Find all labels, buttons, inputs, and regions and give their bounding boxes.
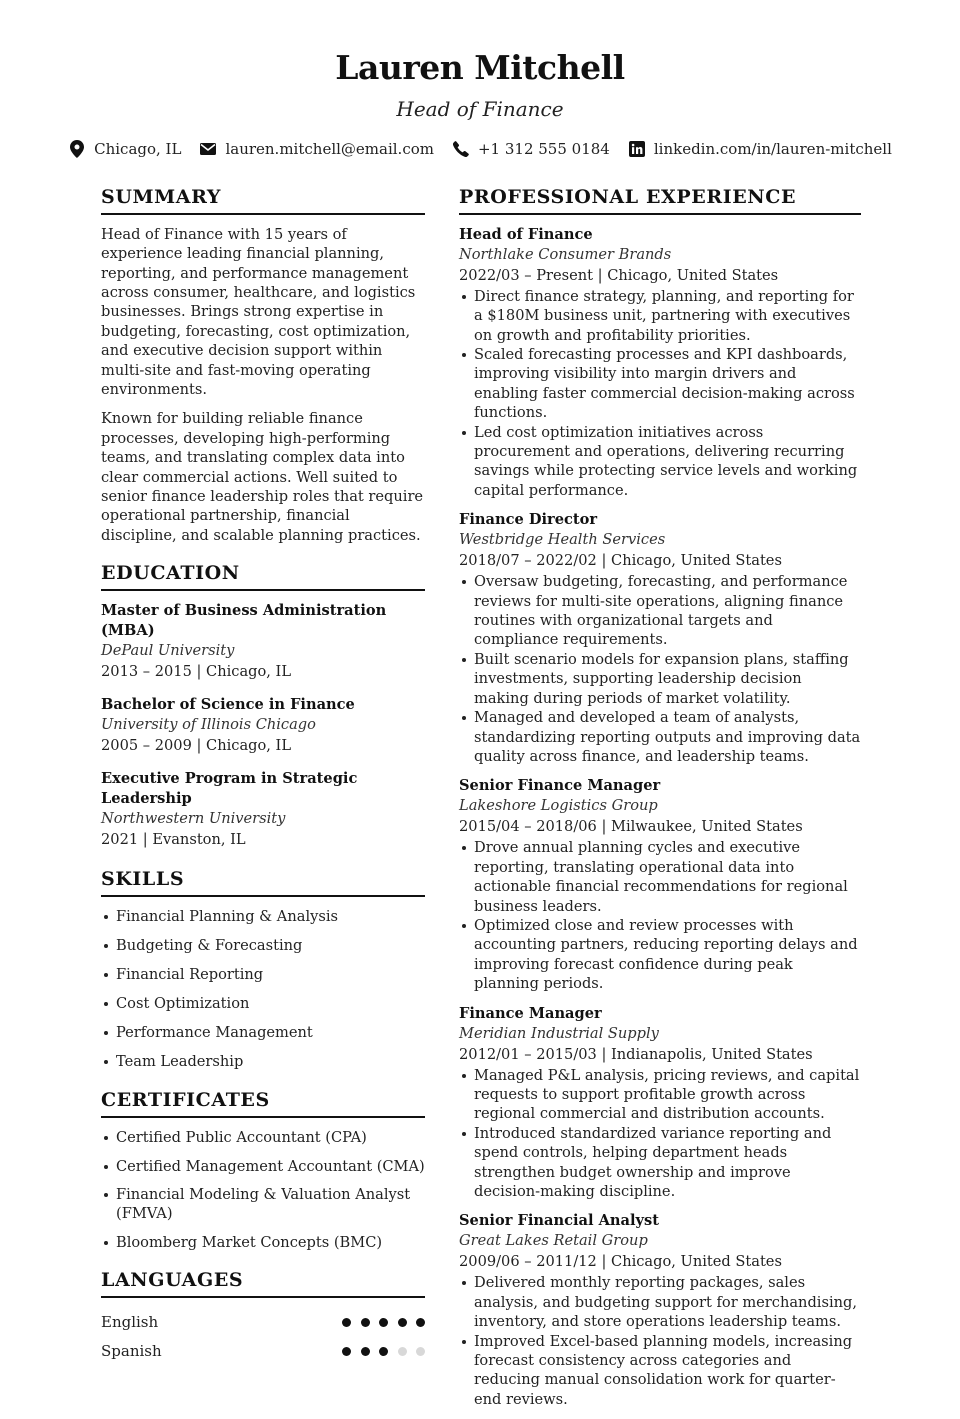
job-role: Finance Manager (459, 1004, 602, 1022)
rating-dot-filled (342, 1318, 351, 1327)
job-bullets (459, 287, 861, 500)
certificates-section (101, 1089, 425, 1252)
job-bullet: Drove annual planning cycles and executive reporting, translating operational data into actionable financial recommendations for regional business leaders. (459, 838, 861, 916)
language-name: English (101, 1313, 159, 1332)
language-name: Spanish (101, 1342, 162, 1361)
linkedin-icon (628, 140, 646, 158)
job-bullet: Built scenario models for expansion plans, staffing investments, supporting leadership decision making during periods of market volatility. (459, 650, 861, 708)
job-dates: 2022/03 – Present | Chicago, United States (459, 266, 779, 284)
job-entry (459, 510, 861, 766)
job-bullet: Optimized close and review processes with accounting partners, reducing reporting delays and improving forecast confidence during peak planning periods. (459, 916, 861, 994)
job-entry (459, 776, 861, 993)
job-company: Meridian Industrial Supply (459, 1024, 659, 1042)
language-row (101, 1337, 425, 1366)
job-dates: 2015/04 – 2018/06 | Milwaukee, United States (459, 818, 803, 836)
job-bullet: Managed P&L analysis, pricing reviews, and capital requests to support profitable growth across regional commercial and distribution accounts. (459, 1066, 861, 1124)
candidate-name: Lauren Mitchell (335, 48, 625, 87)
job-entry (459, 1211, 861, 1409)
job-bullet: Managed and developed a team of analysts, standardizing reporting outputs and improving data quality across finance, and leadership teams. (459, 708, 861, 766)
job-bullet: Improved Excel-based planning models, increasing forecast consistency across categories and reducing manual consolidation work for quarter-end reviews. (459, 1332, 861, 1410)
experience-list (459, 225, 861, 1409)
candidate-title: Head of Finance (396, 97, 564, 121)
skill-item: Performance Management (101, 1023, 425, 1042)
linkedin-link[interactable]: linkedin.com/in/lauren-mitchell (653, 140, 892, 158)
skills-list (101, 907, 425, 1071)
summary-section (101, 186, 425, 545)
rating-dot-filled (361, 1347, 370, 1356)
summary-paragraph: Head of Finance with 15 years of experience leading financial planning, reporting, and performance management across consumer, healthcare, and logistics businesses. Brings strong expertise in budgeting, forecasting, cost optimization, and executive decision support within multi-site and fast-moving operating environments. (101, 225, 416, 399)
language-level-rating (333, 1318, 426, 1327)
certificate-item: Certified Public Accountant (CPA) (101, 1128, 425, 1147)
contact-bar (0, 140, 960, 158)
degree: Bachelor of Science in Finance (101, 696, 355, 714)
phone-text[interactable]: +1 312 555 0184 (477, 140, 610, 158)
summary-heading: SUMMARY (101, 186, 425, 215)
skill-item: Cost Optimization (101, 994, 425, 1013)
languages-heading: LANGUAGES (101, 1269, 425, 1298)
job-role: Finance Director (459, 511, 598, 529)
job-dates: 2012/01 – 2015/03 | Indianapolis, United States (459, 1045, 813, 1063)
job-bullet: Scaled forecasting processes and KPI dashboards, improving visibility into margin drivers and enabling faster commercial decision-making across functions. (459, 345, 861, 423)
rating-dot-empty (398, 1347, 407, 1356)
envelope-icon (199, 140, 217, 158)
job-bullet: Led cost optimization initiatives across procurement and operations, delivering recurring savings while protecting service levels and working capital performance. (459, 423, 861, 501)
certificates-heading: CERTIFICATES (101, 1089, 425, 1118)
rating-dot-empty (416, 1347, 425, 1356)
job-entry (459, 1004, 861, 1202)
job-bullet: Oversaw budgeting, forecasting, and performance reviews for multi-site operations, aligning finance routines with organizational targets and compliance requirements. (459, 572, 861, 650)
summary-paragraph: Known for building reliable finance processes, developing high-performing teams, and translating complex data into clear commercial actions. Well suited to senior finance leadership roles that require operational partnership, financial discipline, and scalable planning practices. (101, 410, 424, 544)
rating-dot-filled (342, 1347, 351, 1356)
education-dates: 2013 – 2015 | Chicago, IL (101, 663, 292, 681)
contact-phone[interactable] (452, 140, 610, 158)
job-company: Lakeshore Logistics Group (459, 797, 658, 815)
rating-dot-filled (379, 1318, 388, 1327)
job-dates: 2018/07 – 2022/02 | Chicago, United States (459, 552, 782, 570)
school: University of Illinois Chicago (101, 716, 316, 734)
job-bullets (459, 1273, 861, 1409)
rating-dot-filled (398, 1318, 407, 1327)
certificates-list (101, 1128, 425, 1252)
map-pin-icon (68, 140, 86, 158)
job-entry (459, 225, 861, 500)
education-dates: 2005 – 2009 | Chicago, IL (101, 737, 292, 755)
contact-email[interactable] (199, 140, 434, 158)
job-bullet: Delivered monthly reporting packages, sales analysis, and budgeting support for merchandising, inventory, and store operations leadership teams. (459, 1273, 861, 1331)
job-bullets (459, 572, 861, 766)
languages-list (101, 1308, 425, 1366)
email-link[interactable]: lauren.mitchell@email.com (225, 140, 434, 158)
experience-heading: PROFESSIONAL EXPERIENCE (459, 186, 861, 215)
phone-icon (452, 140, 470, 158)
job-company: Northlake Consumer Brands (459, 245, 672, 263)
contact-location (68, 140, 181, 158)
education-entry (101, 601, 425, 683)
education-dates: 2021 | Evanston, IL (101, 831, 246, 849)
rating-dot-filled (379, 1347, 388, 1356)
certificate-item: Financial Modeling & Valuation Analyst (FMVA) (101, 1185, 425, 1224)
skills-heading: SKILLS (101, 868, 425, 897)
degree: Master of Business Administration (MBA) (101, 602, 387, 640)
skill-item: Budgeting & Forecasting (101, 936, 425, 955)
certificate-item: Certified Management Accountant (CMA) (101, 1157, 425, 1176)
skill-item: Financial Planning & Analysis (101, 907, 425, 926)
rating-dot-filled (361, 1318, 370, 1327)
languages-section (101, 1269, 425, 1366)
education-entry (101, 695, 425, 757)
job-dates: 2009/06 – 2011/12 | Chicago, United States (459, 1253, 782, 1271)
skills-section (101, 868, 425, 1071)
job-bullet: Direct finance strategy, planning, and reporting for a $180M business unit, partnering with executives on growth and profitability priorities. (459, 287, 861, 345)
job-bullets (459, 838, 861, 993)
rating-dot-filled (416, 1318, 425, 1327)
job-company: Great Lakes Retail Group (459, 1232, 648, 1250)
job-company: Westbridge Health Services (459, 531, 666, 549)
location-text: Chicago, IL (94, 140, 182, 158)
job-role: Head of Finance (459, 225, 593, 243)
skill-item: Financial Reporting (101, 965, 425, 984)
experience-section (459, 186, 861, 1409)
job-role: Senior Financial Analyst (459, 1212, 659, 1230)
contact-linkedin[interactable] (628, 140, 892, 158)
job-bullet: Introduced standardized variance reporting and spend controls, helping department heads strengthen budget ownership and improve decision-making discipline. (459, 1124, 861, 1202)
language-level-rating (333, 1347, 426, 1356)
school: DePaul University (101, 642, 235, 660)
education-section (101, 562, 425, 851)
job-bullets (459, 1066, 861, 1202)
left-column (101, 186, 425, 1366)
job-role: Senior Finance Manager (459, 777, 661, 795)
education-heading: EDUCATION (101, 562, 425, 591)
right-column (459, 186, 861, 1419)
education-entry (101, 769, 425, 851)
degree: Executive Program in Strategic Leadership (101, 770, 358, 808)
language-row (101, 1308, 425, 1337)
certificate-item: Bloomberg Market Concepts (BMC) (101, 1233, 425, 1252)
skill-item: Team Leadership (101, 1052, 425, 1071)
school: Northwestern University (101, 810, 286, 828)
